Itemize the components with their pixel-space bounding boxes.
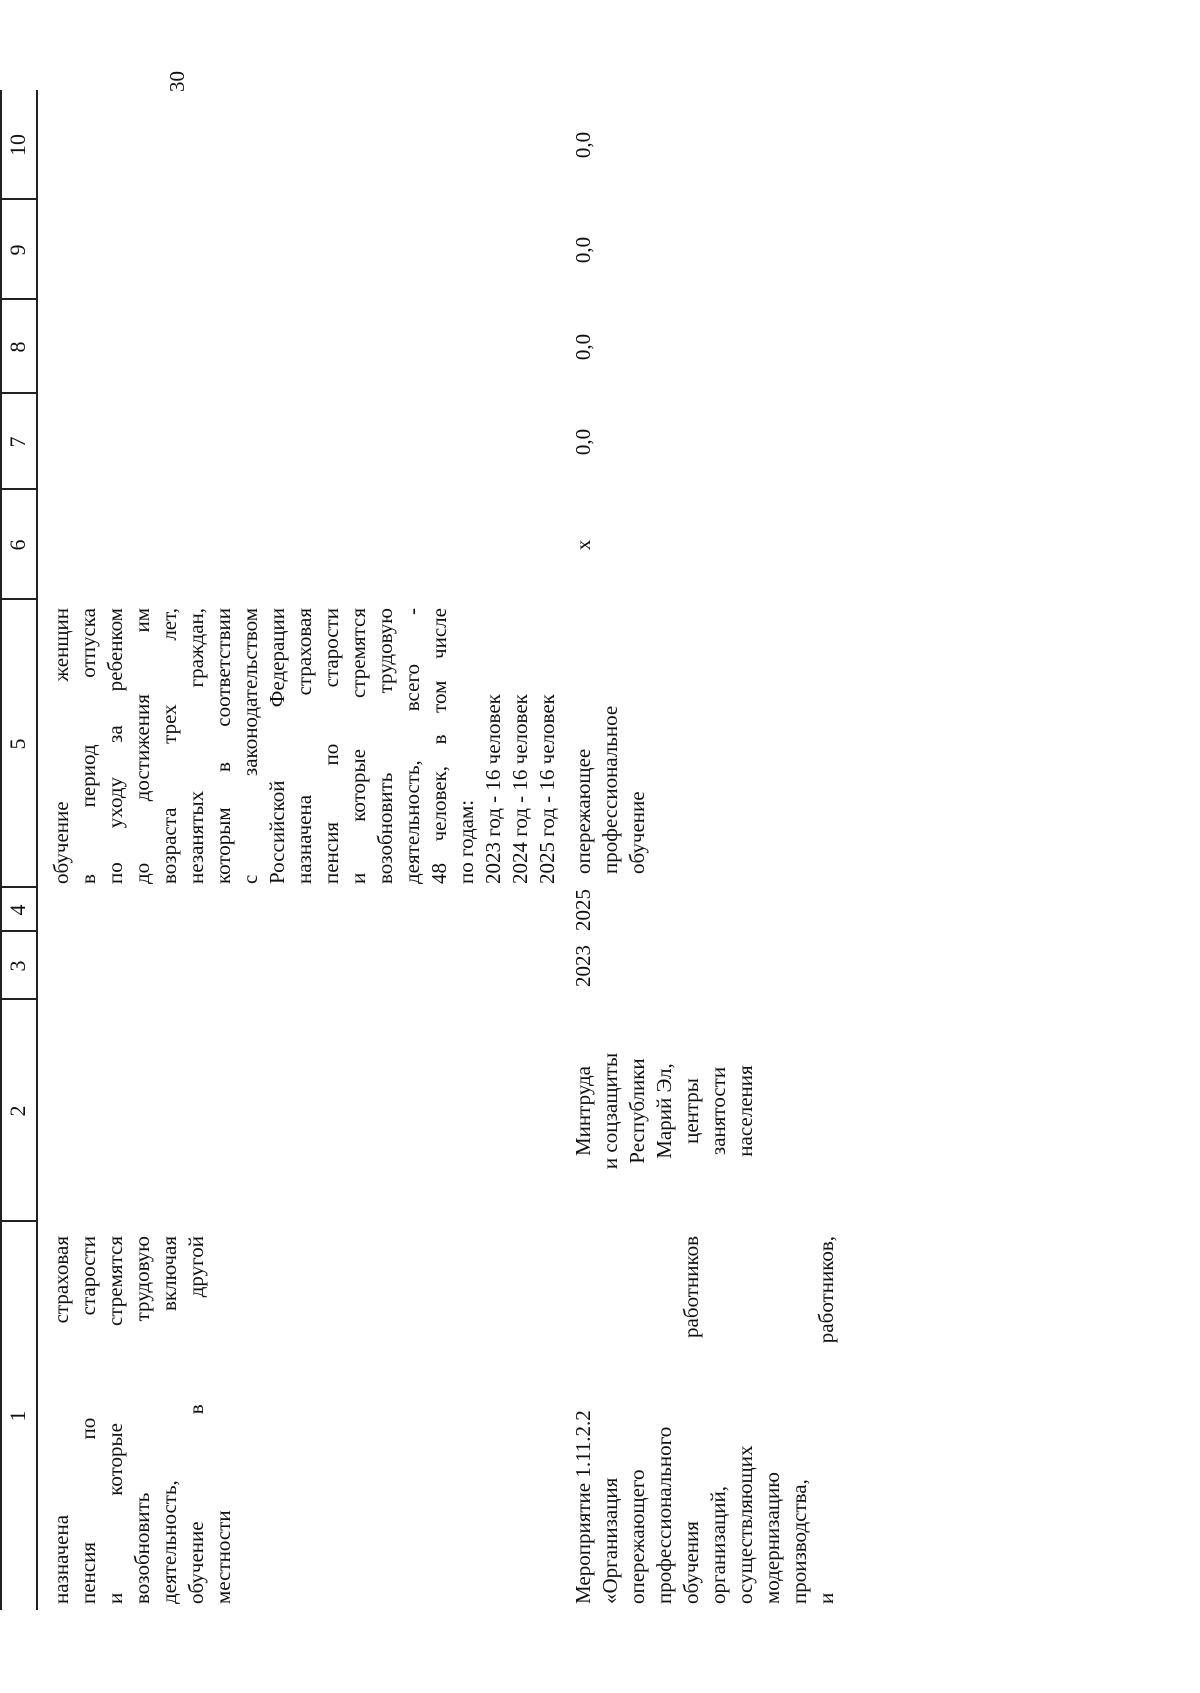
text-line: и работников, [814, 1236, 838, 1604]
text-line: с законодательством [238, 608, 262, 884]
text-line: «Организация [598, 1477, 622, 1604]
table-sheet [0, 90, 1020, 1610]
responsible-executor [570, 1004, 759, 1218]
text-line: деятельность, всего - [400, 608, 424, 884]
page-number: 30 [165, 71, 189, 92]
text-line: занятости [706, 1066, 730, 1156]
text-line: по уходу за ребенком [103, 608, 127, 884]
text-line: Российской Федерации [265, 608, 289, 884]
end-year: 2025 [571, 889, 595, 931]
text-line: населения [733, 1065, 757, 1157]
header-col-7: 7 [5, 436, 30, 448]
header-col-6: 6 [5, 539, 30, 551]
text-line: незанятых граждан, [184, 608, 208, 884]
text-line: пенсия по старости [319, 608, 343, 884]
col10-value: 0,0 [571, 131, 595, 159]
header-col-4: 4 [5, 904, 30, 916]
text-line: Мероприятие 1.11.2.2 [571, 1410, 595, 1604]
header-col-9: 9 [5, 244, 30, 256]
text-line: опережающее [571, 748, 595, 874]
header-col-10: 10 [5, 134, 30, 156]
text-line: назначена страховая [292, 608, 316, 884]
text-line: в период отпуска [76, 608, 100, 884]
col6-value: x [571, 539, 595, 551]
col7-value: 0,0 [571, 428, 595, 456]
start-year: 2023 [571, 945, 595, 987]
text-line: опережающего [625, 1469, 649, 1604]
continuation-col5-text [48, 608, 561, 884]
text-line: 48 человек, в том числе [427, 608, 451, 884]
text-line: 2025 год - 16 человек [535, 694, 559, 884]
col8-value: 0,0 [571, 333, 595, 361]
text-line: и соцзащиты [598, 1052, 622, 1170]
text-line: организаций, [706, 1486, 730, 1604]
text-line: обучения работников [679, 1236, 703, 1604]
text-line: возраста трех лет, [157, 608, 181, 884]
measure-1-11-2-2-title [570, 1236, 840, 1604]
text-line: деятельность, включая [157, 1236, 181, 1604]
text-line: возобновить трудовую [130, 1236, 154, 1604]
header-col-8: 8 [5, 341, 30, 353]
text-line: назначена страховая [49, 1236, 73, 1604]
measure-result [570, 604, 651, 874]
text-line: модернизацию [760, 1472, 784, 1604]
header-col-3: 3 [5, 960, 30, 972]
text-line: производства, [787, 1479, 811, 1604]
text-line: обучение [625, 791, 649, 874]
text-line: и которые стремятся [346, 608, 370, 884]
text-line: до достижения им [130, 608, 154, 884]
header-col-1: 1 [5, 1410, 30, 1422]
text-line: обучение в другой [184, 1236, 208, 1604]
text-line: местности [211, 1510, 235, 1604]
header-col-5: 5 [5, 738, 30, 750]
text-line: которым в соответствии [211, 608, 235, 884]
text-line: пенсия по старости [76, 1236, 100, 1604]
text-line: по годам: [454, 799, 478, 884]
text-line: осуществляющих [733, 1445, 757, 1604]
text-line: обучение женщин [49, 608, 73, 884]
continuation-col1-text [48, 1236, 237, 1604]
text-line: профессиональное [598, 705, 622, 874]
text-line: Марий Эл, [652, 1063, 676, 1159]
text-line: центры [679, 1078, 703, 1144]
header-bottom-border [36, 90, 38, 1610]
text-line: Минтруда [571, 1066, 595, 1156]
text-line: возобновить трудовую [373, 608, 397, 884]
text-line: 2023 год - 16 человек [481, 694, 505, 884]
text-line: Республики [625, 1058, 649, 1164]
text-line: 2024 год - 16 человек [508, 694, 532, 884]
text-line: и которые стремятся [103, 1236, 127, 1604]
text-line: профессионального [652, 1426, 676, 1604]
col9-value: 0,0 [571, 236, 595, 264]
header-col-2: 2 [5, 1105, 30, 1117]
